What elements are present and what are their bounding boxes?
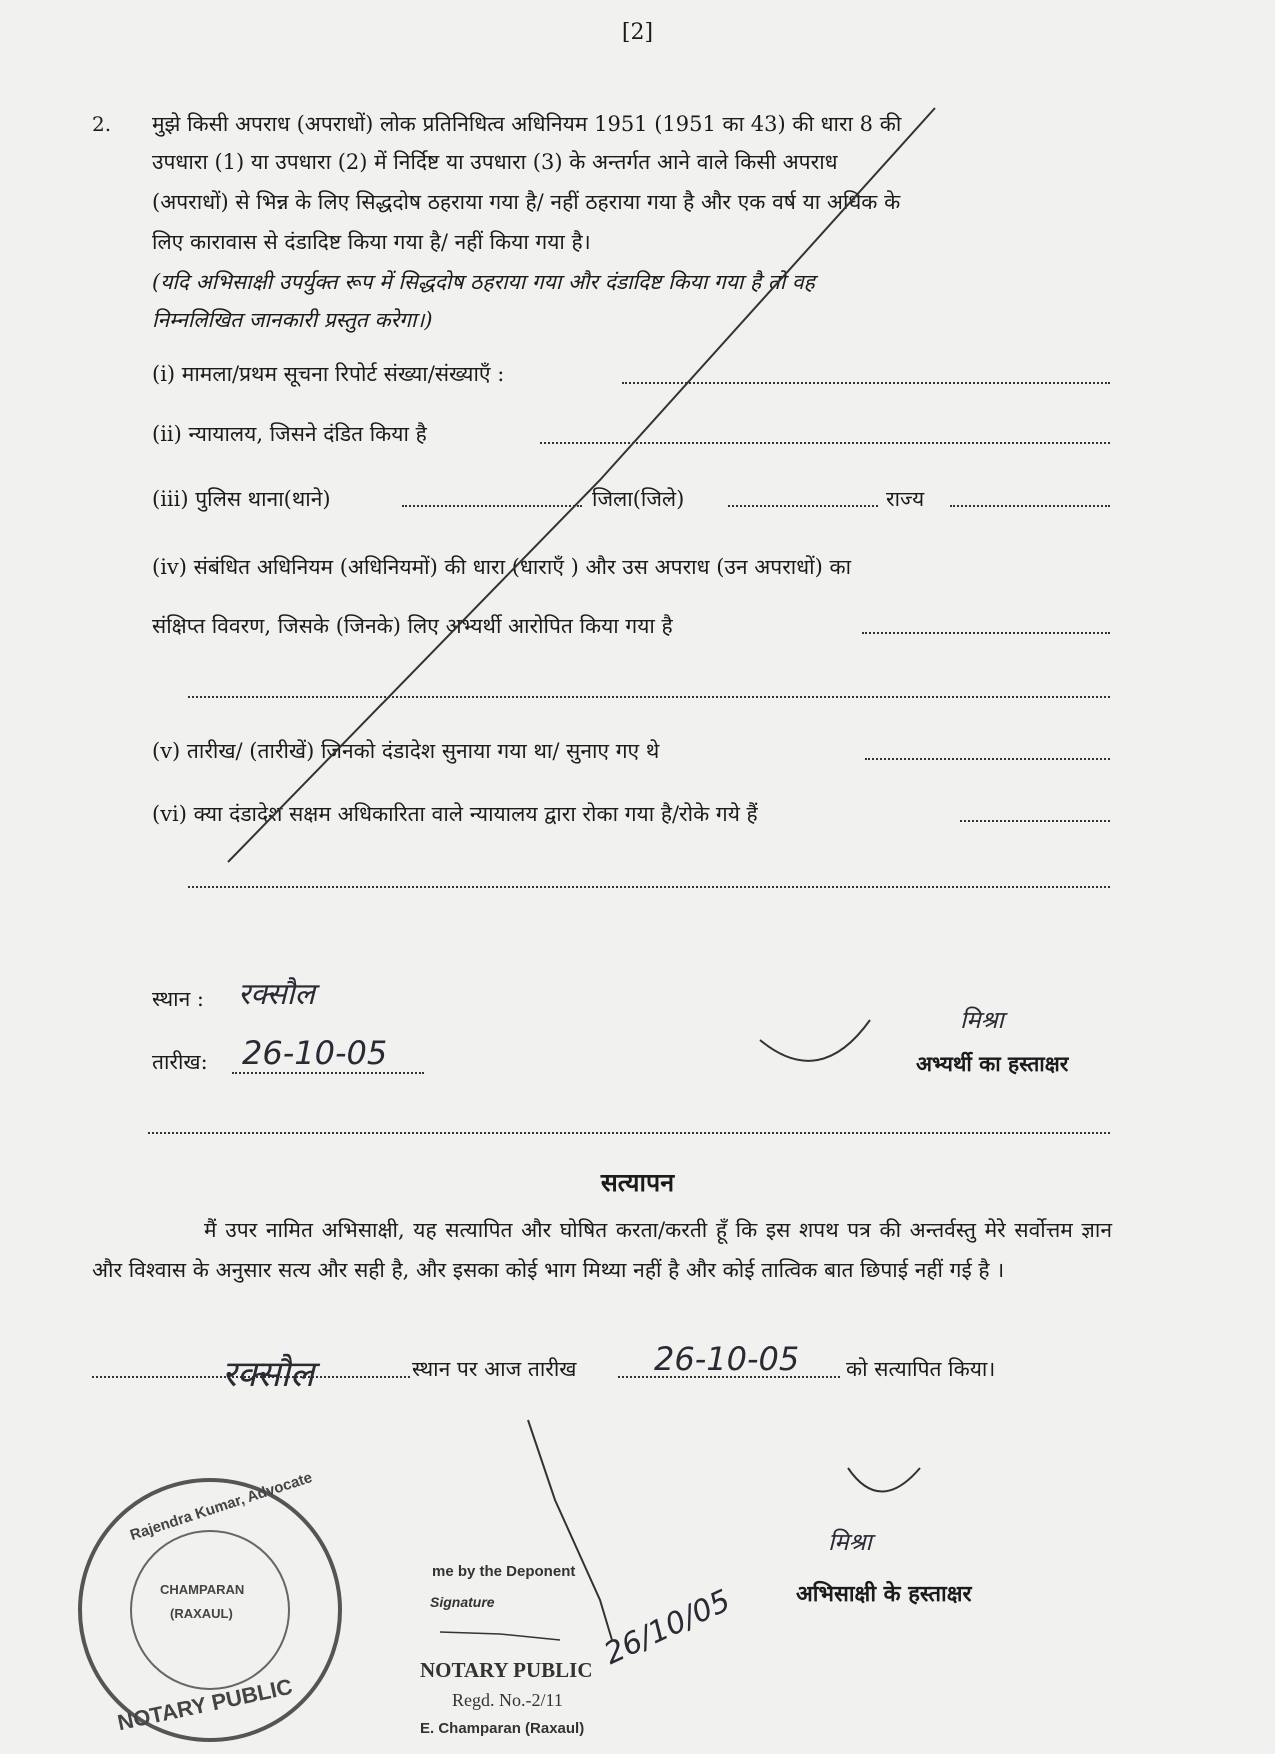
body-line-1: मुझे किसी अपराध (अपराधों) लोक प्रतिनिधित्व अधिनियम 1951 (1951 का 43) की धारा 8 की xyxy=(152,112,902,136)
page-number: [2] xyxy=(621,20,654,45)
attestation-date: 26/10/05 xyxy=(598,1583,736,1672)
verification-place-text: स्थान पर आज तारीख xyxy=(412,1357,577,1381)
place-handwritten: रक्सौल xyxy=(238,977,315,1012)
deponent-signature-flourish xyxy=(848,1468,920,1492)
cross-out-diagonal-line xyxy=(228,108,935,862)
place-label: स्थान : xyxy=(152,987,205,1011)
body-line-3: (अपराधों) से भिन्न के लिए सिद्धदोष ठहराया गया है/ नहीं ठहराया गया है और एक वर्ष या अधिक के xyxy=(152,190,901,214)
notary-signature-stroke xyxy=(528,1420,612,1640)
verification-heading: सत्यापन xyxy=(600,1168,675,1197)
stamp-top-text: Rajendra Kumar, Advocate xyxy=(128,1469,315,1544)
item-iii-police-label: (iii) पुलिस थाना(थाने) xyxy=(152,487,331,511)
verification-place-handwritten: रक्सौल xyxy=(222,1354,315,1395)
candidate-signature: मिश्रा xyxy=(960,1006,1004,1034)
attestation-line-1: me by the Deponent xyxy=(432,1563,576,1580)
stamp-line-1: CHAMPARAN xyxy=(160,1582,245,1597)
notary-reg-number: Regd. No.-2/11 xyxy=(452,1690,563,1710)
item-iv-line-2: संक्षिप्त विवरण, जिसके (जिनके) लिए अभ्यर्थी आरोपित किया गया है xyxy=(152,614,673,638)
item-v-label: (v) तारीख/ (तारीखें) जिनको दंडादेश सुनाया गया था/ सुनाए गए थे xyxy=(152,739,660,763)
candidate-signature-label: अभ्यर्थी का हस्ताक्षर xyxy=(916,1051,1069,1076)
deponent-signature-label: अभिसाक्षी के हस्ताक्षर xyxy=(796,1581,972,1607)
stamp-line-2: (RAXAUL) xyxy=(170,1606,233,1621)
stamp-bottom-text: NOTARY PUBLIC xyxy=(115,1673,295,1736)
verification-date-handwritten: 26-10-05 xyxy=(654,1340,800,1378)
item-ii-label: (ii) न्यायालय, जिसने दंडित किया है xyxy=(152,422,427,446)
section-number: 2. xyxy=(92,112,112,136)
candidate-signature-flourish xyxy=(760,1020,870,1061)
item-iii-district-label: जिला(जिले) xyxy=(592,487,685,511)
item-i-label: (i) मामला/प्रथम सूचना रिपोर्ट संख्या/संख्याएँ : xyxy=(152,362,505,386)
italic-note-line-2: निम्नलिखित जानकारी प्रस्तुत करेगा।) xyxy=(152,308,433,332)
body-line-4: लिए कारावास से दंडादिष्ट किया गया है/ नहीं किया गया है। xyxy=(152,230,591,254)
notary-place: E. Champaran (Raxaul) xyxy=(420,1720,585,1737)
item-iv-line-1: (iv) संबंधित अधिनियम (अधिनियमों) की धारा (धाराएँ ) और उस अपराध (उन अपराधों) का xyxy=(152,555,852,579)
notary-signature-underline xyxy=(440,1632,560,1640)
deponent-signature: मिश्रा xyxy=(828,1528,872,1556)
attestation-line-2: Signature xyxy=(430,1594,495,1610)
body-line-2: उपधारा (1) या उपधारा (2) में निर्दिष्ट या उपधारा (3) के अन्तर्गत आने वाले किसी अपराध xyxy=(152,150,838,174)
date-label: तारीख: xyxy=(152,1050,208,1074)
date-handwritten: 26-10-05 xyxy=(242,1034,388,1072)
item-vi-label: (vi) क्या दंडादेश सक्षम अधिकारिता वाले न्यायालय द्वारा रोका गया है/रोके गये हैं xyxy=(152,802,758,826)
notary-title: NOTARY PUBLIC xyxy=(420,1658,593,1682)
item-iii-state-label: राज्य xyxy=(886,487,925,511)
verification-end-text: को सत्यापित किया। xyxy=(846,1357,996,1381)
italic-note-line-1: (यदि अभिसाक्षी उपर्युक्त रूप में सिद्धदोष ठहराया गया और दंडादिष्ट किया गया है तो वह xyxy=(152,270,815,294)
verification-paragraph: मैं उपर नामित अभिसाक्षी, यह सत्यापित और घोषित करता/करती हूँ कि इस शपथ पत्र की अन्तर्वस्तु मेरे सर्वोत्तम ज्ञान और विश्वास के अनुसार सत्य और सही है, और इसका कोई भाग मिथ्या नहीं है और कोई तात्विक बात छिपाई नहीं गई है । xyxy=(92,1218,1112,1282)
